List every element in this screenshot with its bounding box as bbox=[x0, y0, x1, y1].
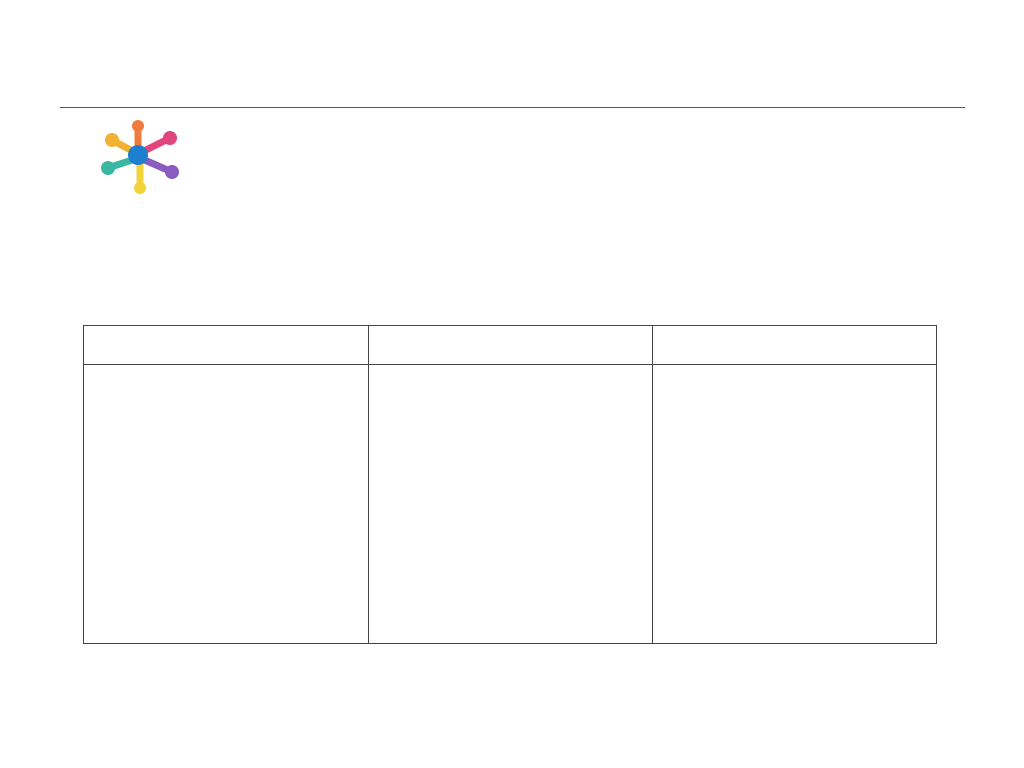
table-header-row bbox=[84, 326, 937, 365]
tropiezos-cell bbox=[369, 365, 653, 644]
header-soluciones bbox=[653, 326, 937, 365]
chain-decoration-icon bbox=[508, 122, 948, 188]
soluciones-cell bbox=[653, 365, 937, 644]
conexiones-logo bbox=[98, 118, 418, 196]
network-emblem-icon bbox=[98, 118, 188, 196]
header-avances bbox=[84, 326, 369, 365]
avances-cell bbox=[84, 365, 369, 644]
slide-page bbox=[60, 107, 965, 661]
header-tropiezos bbox=[369, 326, 653, 365]
table-row bbox=[84, 365, 937, 644]
points-table bbox=[83, 325, 937, 644]
